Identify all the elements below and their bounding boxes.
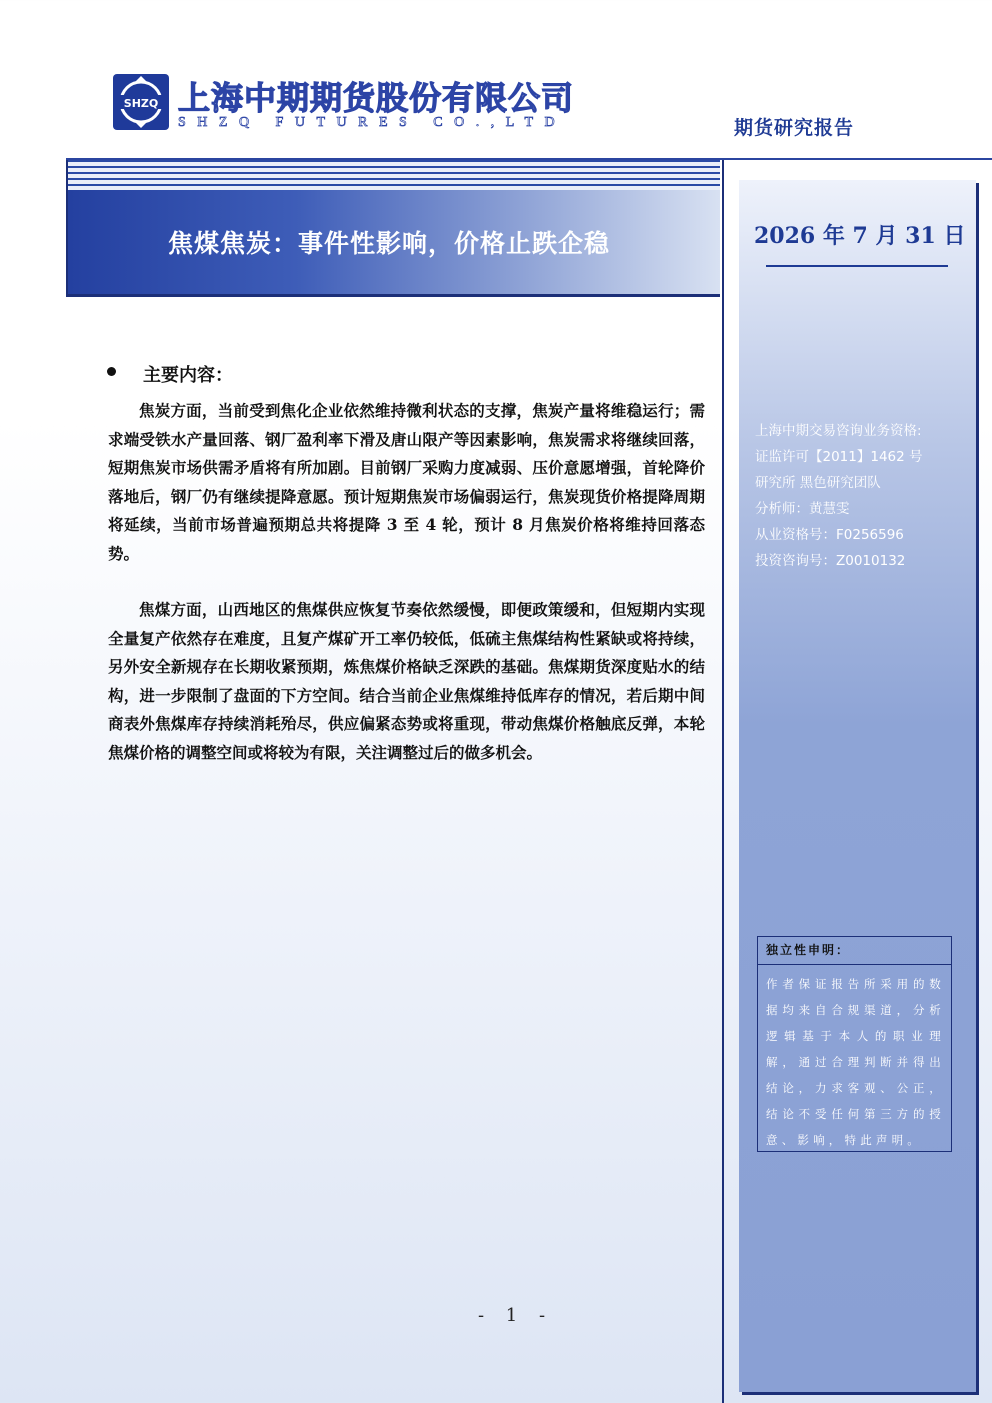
company-name-en: SHZQ FUTURES CO.,LTD — [178, 115, 567, 130]
banner-stripes — [68, 160, 720, 190]
company-name-cn: 上海中期期货股份有限公司 — [178, 79, 575, 117]
info-line-analyst: 分析师：黄慧雯 — [755, 501, 850, 517]
bullet-icon — [107, 367, 116, 376]
logo-text: SHZQ — [123, 97, 159, 110]
report-date: 2026 年 7 月 31 日 — [754, 223, 966, 249]
disclaimer-text: 作者保证报告所采用的数据均来自合规渠道，分析逻辑基于本人的职业理解，通过合理判断并得出结论，力求客观、公正，结论不受任何第三方的授意、影响，特此声明。 — [766, 977, 945, 1147]
info-line-consult: 投资咨询号：Z0010132 — [755, 553, 906, 569]
paragraph-coke: 焦炭方面，当前受到焦化企业依然维持微利状态的支撑，焦炭产量将维稳运行；需求端受铁水产量回落、钢厂盈利率下滑及唐山限产等因素影响，焦炭需求将继续回落，短期焦炭市场供需矛盾将有所加剧。目前钢厂采购力度减弱、压价意愿增强，首轮降价落地后，钢厂仍有继续提降意愿。预计短期焦炭市场偏弱运行，焦炭现货价格提降周期将延续，当前市场普遍预期总共将提降 3 至 4 轮，预计 8 月焦炭价格将维持回落态势。 — [108, 401, 705, 563]
sidebar-panel — [739, 180, 976, 1392]
independence-statement — [757, 936, 952, 1152]
info-line-team: 研究所 黑色研究团队 — [755, 475, 881, 491]
title-banner — [66, 160, 720, 297]
report-title: 焦煤焦炭：事件性影响，价格止跌企稳 — [168, 229, 611, 258]
disclaimer-title: 独立性申明： — [758, 937, 951, 965]
page-number: - 1 - — [478, 1305, 554, 1326]
date-underline — [766, 265, 948, 267]
report-type-label: 期货研究报告 — [734, 117, 855, 139]
paragraph-coking-coal: 焦煤方面，山西地区的焦煤供应恢复节奏依然缓慢，即便政策缓和，但短期内实现全量复产依然存在难度，且复产煤矿开工率仍较低，低硫主焦煤结构性紧缺或将持续，另外安全新规存在长期收紧预期，炼焦煤价格缺乏深跌的基础。焦煤期货深度贴水的结构，进一步限制了盘面的下方空间。结合当前企业焦煤维持低库存的情况，若后期中间商表外焦煤库存持续消耗殆尽，供应偏紧态势或将重现，带动焦煤价格触底反弹，本轮焦煤价格的调整空间或将较为有限，关注调整过后的做多机会。 — [108, 600, 705, 762]
company-logo-icon — [113, 74, 169, 130]
section-heading: 主要内容： — [143, 365, 233, 386]
info-line-qualification: 从业资格号：F0256596 — [755, 527, 904, 543]
analyst-info — [755, 418, 923, 574]
info-line-license: 上海中期交易咨询业务资格: — [755, 423, 922, 439]
info-line-permit: 证监许可【2011】1462 号 — [755, 449, 923, 465]
banner-body — [68, 190, 720, 294]
